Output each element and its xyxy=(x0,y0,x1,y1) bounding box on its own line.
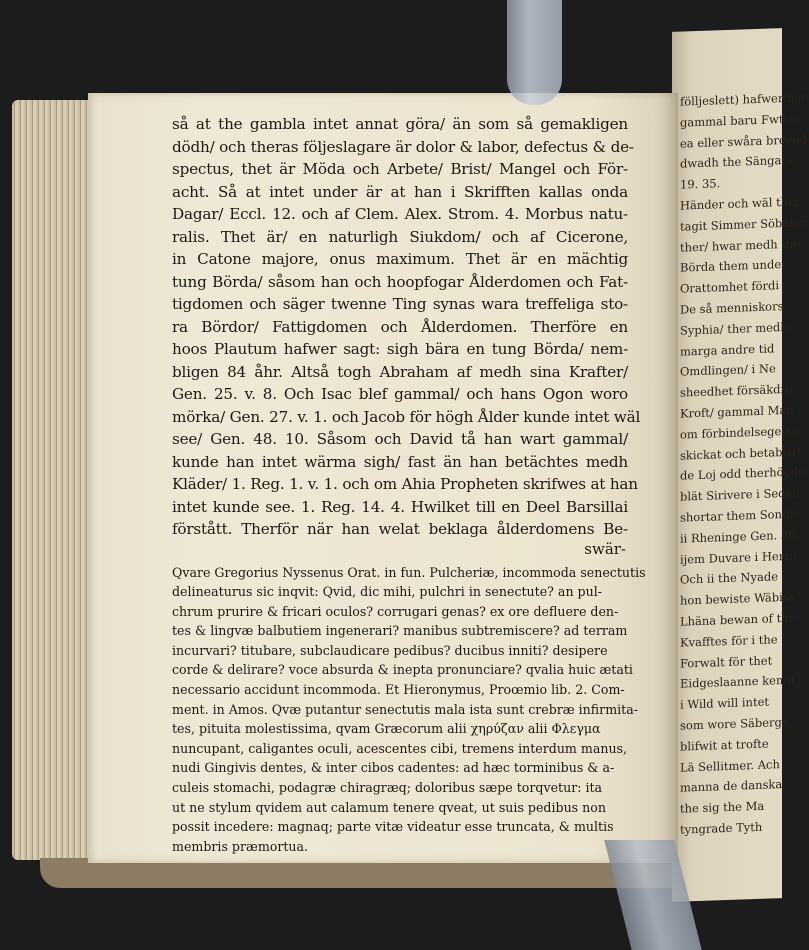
body-line: ralis. Thet är/ en naturligh Siukdom/ och af Cicerone, xyxy=(172,227,628,246)
body-line: acht. Så at intet under är at han i Skrifften kallas onda xyxy=(172,182,628,201)
right-page-line: ii Rheninge Gen. 30 xyxy=(680,527,796,546)
right-page-line: Lhäna bewan of the xyxy=(680,610,796,629)
body-line: kunde han intet wärma sigh/ fast än han betächtes medh xyxy=(172,452,628,471)
latin-line: culeis stomachi, podagræ chiragræq; doloribus sæpe torqvetur: ita xyxy=(172,780,603,796)
latin-line: ut ne stylum qvidem aut calamum tenere qveat, ut suis pedibus non xyxy=(172,799,606,815)
body-line: intet kunde see. 1. Reg. 14. 4. Hwilket till en Deel Barsillai xyxy=(172,497,628,516)
right-page-line: blät Sirivere i Sedan xyxy=(680,485,800,504)
body-line: hoos Plautum hafwer sagt: sigh bära en tung Börda/ nem- xyxy=(172,340,628,358)
right-page xyxy=(672,28,809,902)
right-page-line: Börda them under xyxy=(680,257,787,276)
body-line: spectus, thet är Möda och Arbete/ Brist/ Mangel och För- xyxy=(172,160,628,178)
right-page-line: the sig the Ma xyxy=(680,798,765,816)
catchword: swär- xyxy=(584,539,626,558)
right-page-line: Omdlingen/ i Ne xyxy=(680,361,776,380)
right-page-line: om förbindelsegelse xyxy=(680,423,798,442)
latin-line: chrum prurire & fricari oculos? corrugari genas? ex ore defluere den- xyxy=(172,603,619,619)
body-line: så at the gambla intet annat göra/ än som så gemakligen xyxy=(172,115,628,133)
latin-line: delineaturus sic inqvit: Qvid, dic mihi, pulchri in senectute? an pul- xyxy=(172,584,603,600)
body-line: Dagar/ Eccl. 12. och af Clem. Alex. Strom. 4. Morbus natu- xyxy=(172,205,628,223)
latin-line: incurvari? titubare, subclaudicare pedibus? ducibus inniti? desipere xyxy=(172,642,608,658)
right-page-line: blifwit at trofte xyxy=(680,736,769,754)
right-page-text xyxy=(680,87,809,840)
right-page-line: Syphia/ ther medh xyxy=(680,319,788,338)
latin-line: nuncupant, caligantes oculi, acescentes cibi, tremens interdum manus, xyxy=(172,740,628,756)
right-page-line: manna de danska xyxy=(680,777,783,795)
right-page-line: sheedhet försäkdre xyxy=(680,381,793,400)
latin-line: possit incedere: magnaq; parte vitæ videatur esse truncata, & multis xyxy=(172,819,614,835)
latin-line: tes, pituita molestissima, qvam Græcorum alii χηρύζαν alii Φλεγμα xyxy=(172,721,601,737)
right-page-line: Och ii the Nyade xyxy=(680,569,779,587)
right-page-line: hon bewiste Wäbisk xyxy=(680,589,796,608)
latin-line: corde & delirare? voce absurda & inepta pronunciare? qvalia huic ætati xyxy=(172,662,633,678)
right-page-line: gammal baru Fwtter xyxy=(680,111,801,130)
latin-line: ment. in Amos. Qvæ putantur senectutis mala ista sunt crebræ infirmita- xyxy=(172,701,638,717)
right-page-line: skickat och betabbat xyxy=(680,443,802,463)
body-line: see/ Gen. 48. 10. Såsom och David tå han wart gammal/ xyxy=(172,430,628,448)
body-line: tung Börda/ såsom han och hoopfogar Ålderdomen och Fat- xyxy=(172,272,628,291)
body-line: dödh/ och theras följeslagare är dolor & labor, defectus & de- xyxy=(172,137,634,156)
right-page-line: Orattomhet fördi xyxy=(680,278,780,296)
right-page-line: fölljeslett) hafwer han xyxy=(680,90,809,109)
right-page-line: 19. 35. xyxy=(680,176,721,192)
right-page-line: tyngrade Tyth xyxy=(680,819,763,837)
latin-line: Qvare Gregorius Nyssenus Orat. in fun. Pulcheriæ, incommoda senectutis xyxy=(172,564,646,580)
right-page-line: tagit Simmer Söbalar xyxy=(680,215,806,234)
right-page-line: dwadh the Sängare xyxy=(680,153,794,172)
right-page-line: Forwalt för thet xyxy=(680,652,773,671)
body-line: in Catone majore, onus maximum. Thet är en mächtig xyxy=(172,250,628,268)
page-clip-top xyxy=(507,0,562,105)
right-page-line: ijem Duvare i Herrn xyxy=(680,548,798,567)
body-line: tigdomen och säger twenne Ting synas wara treffeliga sto- xyxy=(172,295,628,313)
right-page-line: i Wild will intet xyxy=(680,694,769,712)
right-page-line: Händer och wäl ther xyxy=(680,194,801,213)
right-page-line: Kvafftes för i the xyxy=(680,631,778,650)
right-page-line: Lä Sellitmer. Ach xyxy=(680,756,780,775)
latin-line: membris præmortua. xyxy=(172,838,309,854)
right-page-line: shortar them Sonde xyxy=(680,506,797,525)
left-page-text xyxy=(172,113,646,856)
latin-line: necessario accidunt incommoda. Et Hieronymus, Proœmio lib. 2. Com- xyxy=(172,682,625,698)
latin-line: tes & lingvæ balbutiem ingenerari? manibus subtremiscere? ad terram xyxy=(172,623,628,639)
right-page-line: Eidgeslaanne kemit xyxy=(680,672,796,691)
right-page-line: som wore Säbergs xyxy=(680,714,788,733)
right-page-line: Kroft/ gammal Man xyxy=(680,402,794,421)
latin-line: nudi Gingivis dentes, & inter cibos cadentes: ad hæc torminibus & a- xyxy=(172,760,615,776)
body-line: Gen. 25. v. 8. Och Isac blef gammal/ och hans Ogon woro xyxy=(172,385,628,403)
right-page-line: de Loj odd therhögde xyxy=(680,464,806,483)
right-page-line: De så menniskors xyxy=(680,298,784,317)
right-page-line: marga andre tid xyxy=(680,340,775,359)
body-line: bligen 84 åhr. Altså togh Abraham af medh sina Krafter/ xyxy=(172,362,628,381)
body-line: mörka/ Gen. 27. v. 1. och Jacob för högh Ålder kunde intet wäl xyxy=(172,407,641,426)
latin-note xyxy=(172,563,646,857)
body-line: Kläder/ 1. Reg. 1. v. 1. och om Ahia Propheten skrifwes at han xyxy=(172,475,638,493)
body-line: förstått. Therför när han welat beklaga ålderdomens Be- xyxy=(172,520,628,538)
right-page-line: ea eller swåra brevad xyxy=(680,131,807,151)
right-page-line: ther/ hwar medh the xyxy=(680,236,801,255)
fraktur-body xyxy=(172,113,641,541)
body-line: ra Bördor/ Fattigdomen och Ålderdomen. Therföre en xyxy=(172,317,628,336)
